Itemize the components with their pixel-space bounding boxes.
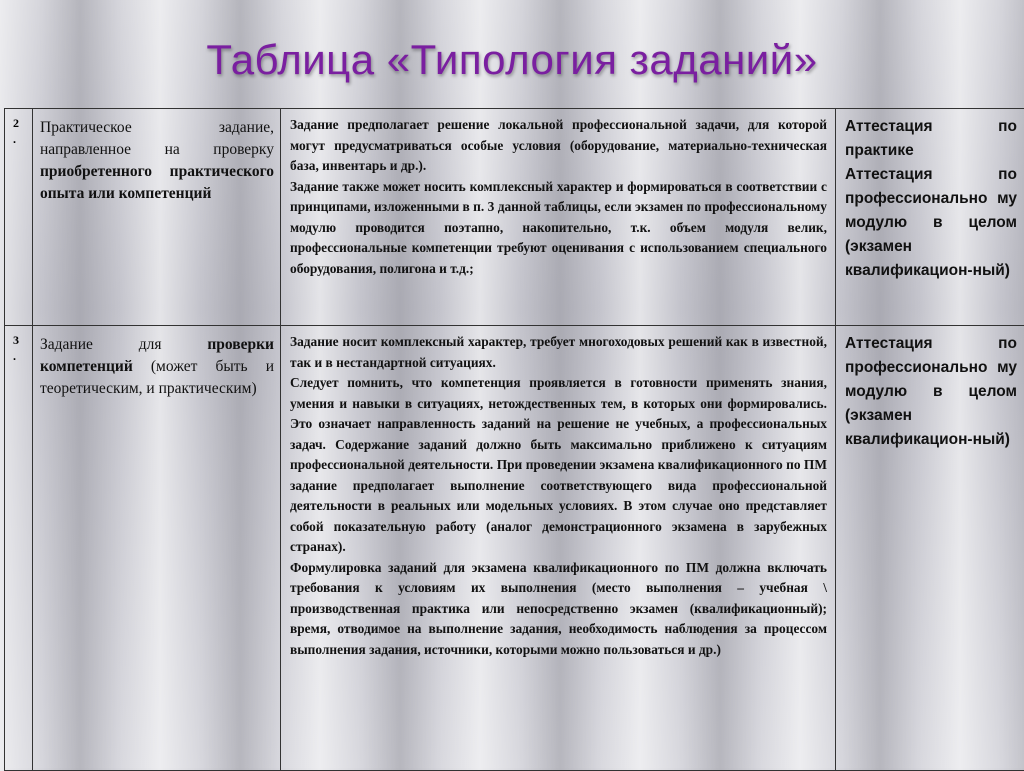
page-title: Таблица «Типология заданий» (0, 36, 1024, 84)
task-description-text: Практическое задание, направленное на проверку (40, 119, 274, 158)
row-number: 2 (13, 115, 32, 131)
table-row (5, 109, 1024, 326)
assessment-form-cell (836, 326, 1024, 771)
task-description-text: Задание для (40, 336, 207, 353)
task-detail-paragraph: Задание предполагает решение локальной профессиональной задачи, для которой могут предусматриваться особые условия (оборудование, материально-техническая база, инвентарь и др.). (290, 115, 827, 177)
typology-table (4, 108, 1024, 771)
task-detail-paragraph: Следует помнить, что компетенция проявляется в готовности применять знания, умения и навыки в ситуациях, нетождественных тем, в которых они формировались. Это означает направленность заданий на решение не учебных, а профессиональных задач. Содержание заданий должно быть максимально приближено к ситуациям профессиональной деятельности. При проведении экзамена квалификационного по ПМ задание предполагает выполнение соответствующего вида профессиональной деятельности в реальных или модельных условиях. В этом случае оно представляет собой показательную работу (аналог демонстрационного экзамена в зарубежных странах). (290, 373, 827, 558)
task-description-cell (33, 326, 281, 771)
row-number-cell (5, 326, 33, 771)
task-details-cell (281, 326, 836, 771)
task-description-bold: проверки компетенций (40, 336, 274, 375)
row-number-dot: . (13, 131, 32, 147)
task-description-bold: приобретенного практического опыта или компетенций (40, 163, 274, 202)
assessment-form-item: Аттестация по профессионально му модулю в целом (экзамен квалификацион-ный) (845, 332, 1017, 452)
table-row (5, 326, 1024, 771)
task-detail-paragraph: Формулировка заданий для экзамена квалификационного по ПМ должна включать требования к условиям их выполнения (место выполнения – учебная \ производственная практика или непосредственно экзамен (квалификационный); время, отводимое на выполнение задания, необходимость наблюдения за процессом выполнения задания, источники, которыми можно пользоваться и др.) (290, 558, 827, 661)
assessment-form-item: Аттестация по практике (845, 115, 1017, 163)
task-detail-paragraph: Задание также может носить комплексный характер и формироваться в соответствии с принципами, изложенными в п. 3 данной таблицы, если экзамен по профессиональному модулю проводится поэтапно, накопительно, т.к. объем модуля велик, профессиональные компетенции требуют оценивания с использованием специального оборудования, полигона и т.д.; (290, 177, 827, 280)
row-number: 3 (13, 332, 32, 348)
assessment-form-item: Аттестация по профессионально му модулю в целом (экзамен квалификацион-ный) (845, 163, 1017, 283)
row-number-dot: . (13, 348, 32, 364)
task-details-cell (281, 109, 836, 326)
task-description-tail: (может быть и теоретическим, и практическим) (40, 358, 274, 397)
assessment-form-cell (836, 109, 1024, 326)
task-detail-paragraph: Задание носит комплексный характер, требует многоходовых решений как в известной, так и в нестандартной ситуациях. (290, 332, 827, 373)
task-description-cell (33, 109, 281, 326)
row-number-cell (5, 109, 33, 326)
